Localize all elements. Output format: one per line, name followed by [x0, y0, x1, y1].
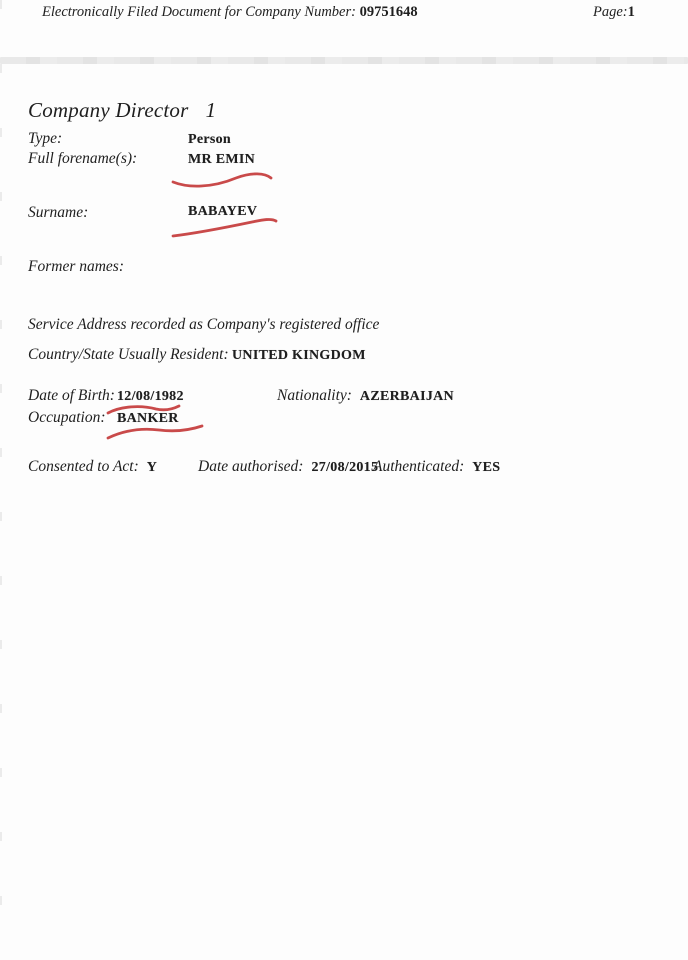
forename-value: MR EMIN	[188, 152, 256, 167]
authenticated-value: YES	[472, 460, 501, 475]
header-filing-label	[42, 4, 418, 21]
surname-value: BABAYEV	[188, 204, 258, 219]
consented-value: Y	[146, 460, 158, 475]
forename-red-underline-annotation	[170, 169, 276, 191]
nationality-field	[277, 387, 454, 405]
consented-field	[28, 458, 157, 476]
authenticated-label: Authenticated:	[373, 458, 465, 475]
type-label: Type:	[28, 130, 63, 147]
nationality-label: Nationality:	[277, 387, 352, 404]
date-authorised-value: 27/08/2015	[311, 460, 379, 475]
country-value: UNITED KINGDOM	[232, 348, 366, 363]
dob-field	[28, 387, 184, 405]
director-heading-text: Company Director	[28, 98, 189, 122]
director-number: 1	[205, 98, 217, 122]
service-address-note: Service Address recorded as Company's registered office	[28, 316, 380, 333]
company-number: 09751648	[359, 4, 418, 20]
page-indicator	[593, 4, 635, 21]
page-label: Page:	[593, 4, 628, 20]
dob-value: 12/08/1982	[117, 389, 184, 404]
type-value: Person	[188, 132, 232, 147]
scan-divider-band	[0, 57, 688, 64]
authenticated-field	[373, 458, 500, 476]
former-names-label: Former names:	[28, 258, 124, 275]
country-label: Country/State Usually Resident:	[28, 346, 229, 363]
director-heading	[28, 98, 216, 123]
date-authorised-label: Date authorised:	[198, 458, 304, 475]
page-number: 1	[627, 4, 635, 20]
forename-label: Full forename(s):	[28, 150, 138, 167]
date-authorised-field	[198, 458, 378, 476]
occupation-field	[28, 409, 179, 427]
header-filing-text: Electronically Filed Document for Company Number:	[42, 4, 356, 20]
consented-label: Consented to Act:	[28, 458, 139, 475]
scan-edge-artifact	[0, 0, 2, 960]
surname-label: Surname:	[28, 204, 89, 221]
occupation-value: BANKER	[117, 411, 179, 426]
nationality-value: AZERBAIJAN	[359, 389, 454, 404]
occupation-label: Occupation:	[28, 409, 106, 426]
dob-label: Date of Birth:	[28, 387, 115, 404]
